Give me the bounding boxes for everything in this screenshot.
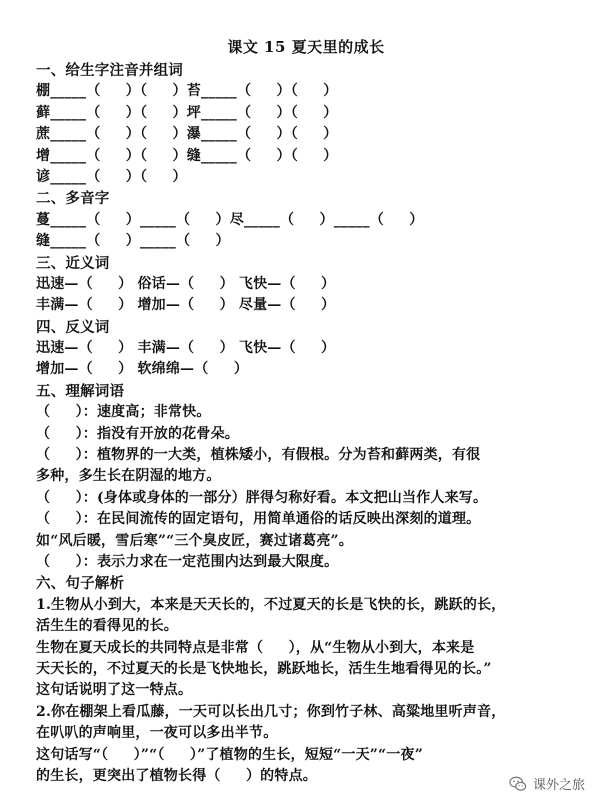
worksheet-line: （ ）：(身体或身体的一部分）胖得匀称好看。本文把山当作人来写。 xyxy=(36,489,488,506)
worksheet xyxy=(36,34,576,787)
worksheet-line: （ ）：速度高；非常快。 xyxy=(36,404,211,421)
section-heading: 四、反义词 xyxy=(36,318,110,336)
watermark-text: 课外之旅 xyxy=(532,778,585,793)
worksheet-line: 增_____（ ）（ ）缝_____（ ）（ ） xyxy=(36,147,338,164)
worksheet-line: 迅速—（ ） 丰满—（ ） 飞快—（ ） xyxy=(36,340,336,357)
worksheet-line: 天天长的，不过夏天的长是飞快地长，跳跃地长，活生生地看得见的长。” xyxy=(36,660,492,677)
worksheet-line: 蔓_____（ ）_____（ ）尽_____（ ）_____（ ） xyxy=(36,211,424,228)
worksheet-line: （ ）：植物界的一大类，植株矮小，有假根。分为苔和藓两类，有很 xyxy=(36,447,481,464)
worksheet-line: 如“风后暖，雪后寒”“三个臭皮匠，赛过诸葛亮”。 xyxy=(36,532,354,549)
worksheet-line: 棚_____（ ）（ ）苔_____（ ）（ ） xyxy=(36,83,338,100)
worksheet-line: 在叭叭的声响里，一夜可以多出半节。 xyxy=(36,725,278,742)
worksheet-line: （ ）：指没有开放的花骨朵。 xyxy=(36,425,239,442)
worksheet-lines xyxy=(36,60,576,787)
section-heading: 六、句子解析 xyxy=(36,575,125,593)
worksheet-line: 藓_____（ ）（ ）坪_____（ ）（ ） xyxy=(36,104,338,121)
worksheet-line: 的生长，更突出了植物长得（ ）的特点。 xyxy=(36,767,317,784)
worksheet-line: （ ）：在民间流传的固定语句，用简单通俗的话反映出深刻的道理。 xyxy=(36,511,481,528)
worksheet-line: 1.生物从小到大，本来是天天长的，不过夏天的长是飞快的长，跳跃的长， xyxy=(36,596,506,613)
worksheet-line: 2.你在棚架上看瓜藤，一天可以长出几寸；你到竹子林、高粱地里听声音， xyxy=(36,703,506,720)
worksheet-line: 活生生的看得见的长。 xyxy=(36,618,178,635)
worksheet-line: 增加—（ ） 软绵绵—（ ） xyxy=(36,361,249,378)
worksheet-line: 多种，多生长在阴湿的地方。 xyxy=(36,468,221,485)
worksheet-line: 迅速—（ ） 俗话—（ ） 飞快—（ ） xyxy=(36,275,336,292)
worksheet-line: 蔗_____（ ）（ ）瀑_____（ ）（ ） xyxy=(36,126,338,143)
wechat-icon xyxy=(509,775,527,793)
section-heading: 五、理解词语 xyxy=(36,382,125,400)
section-heading: 一、给生字注音并组词 xyxy=(36,62,183,79)
worksheet-line: 缝_____（ ）_____（ ） xyxy=(36,233,230,250)
section-heading: 三、近义词 xyxy=(36,254,110,272)
worksheet-line: （ ）：表示力求在一定范围内达到最大限度。 xyxy=(36,553,339,570)
page-title: 课文 15 夏天里的成长 xyxy=(227,38,385,56)
worksheet-line: 这句话写“（ ）”“（ ）”了植物的生长，短短“一天”“一夜” xyxy=(36,746,423,763)
worksheet-line: 谚_____（ ）（ ） xyxy=(36,168,187,185)
section-heading: 二、多音字 xyxy=(36,190,110,208)
worksheet-line: 生物在夏天成长的共同特点是非常（ ），从“生物从小到大，本来是 xyxy=(36,639,475,656)
watermark xyxy=(509,774,585,793)
worksheet-line: 这句话说明了这一特点。 xyxy=(36,682,193,699)
worksheet-line: 丰满—（ ） 增加—（ ） 尽量—（ ） xyxy=(36,297,336,314)
